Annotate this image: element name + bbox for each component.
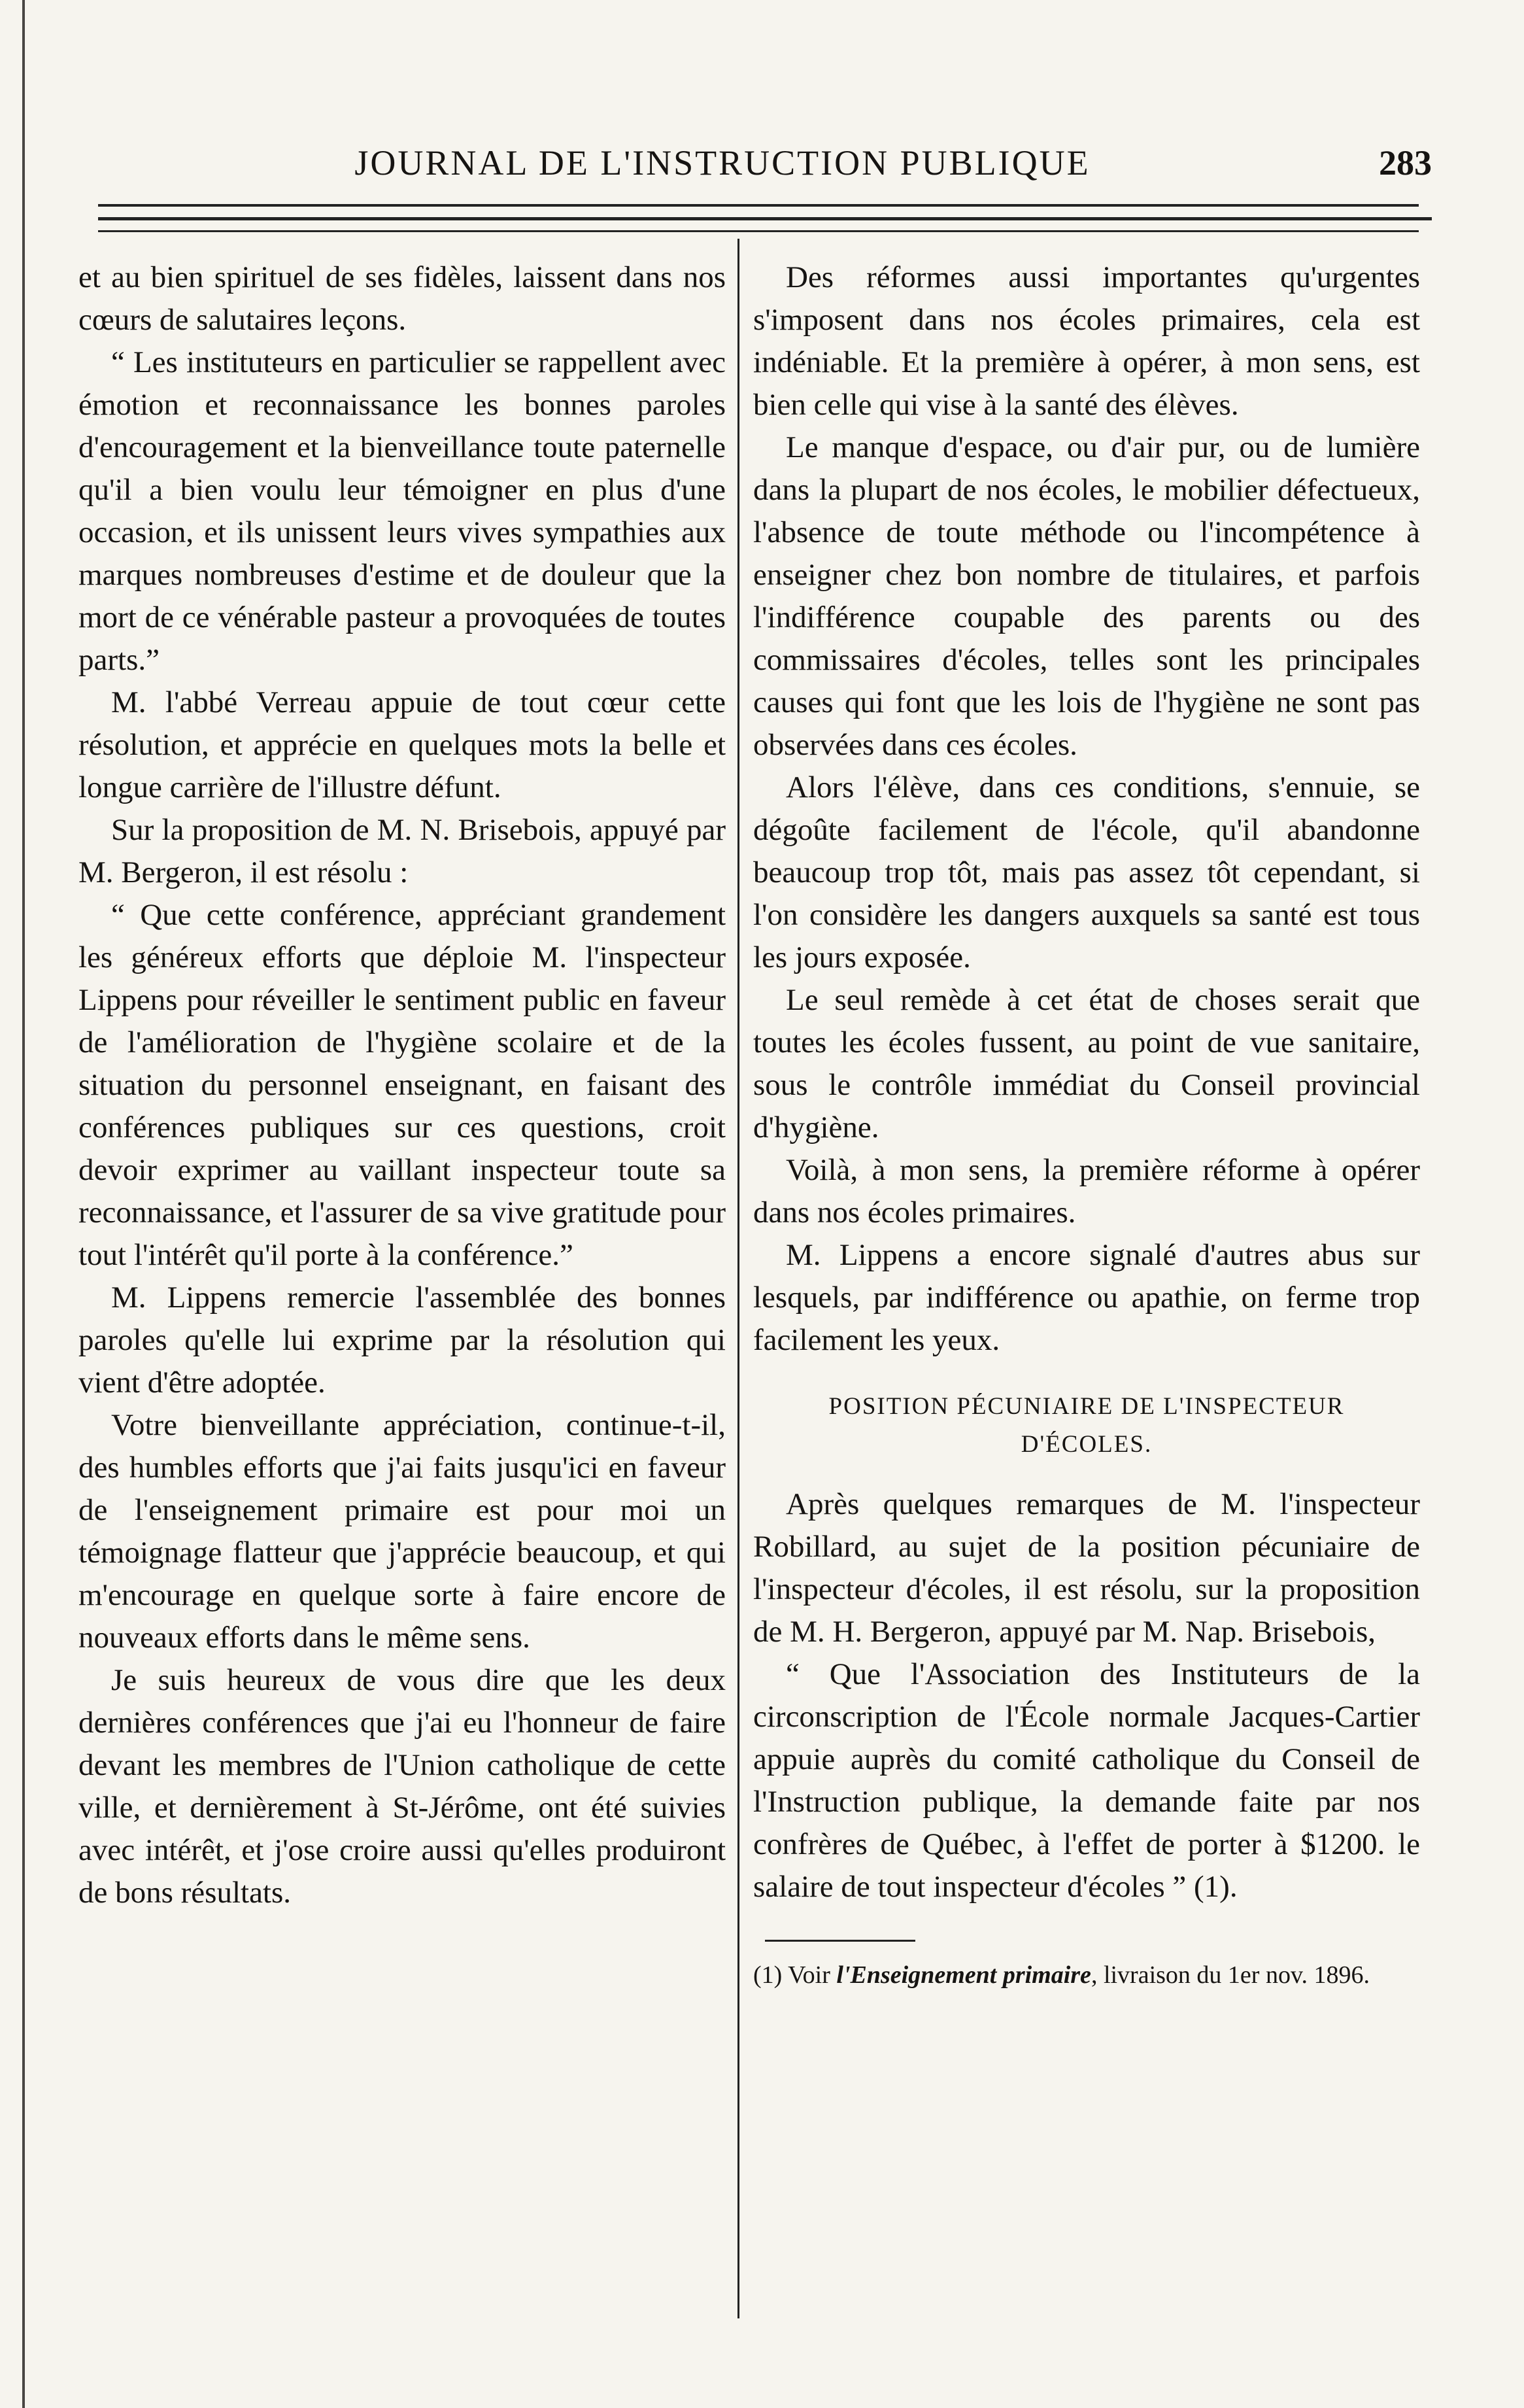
section-heading-line: D'ÉCOLES. <box>1021 1431 1153 1458</box>
running-title: JOURNAL DE L'INSTRUCTION PUBLIQUE <box>354 143 1091 182</box>
footnote-title: l'Enseignement primaire <box>836 1961 1091 1989</box>
paragraph: Votre bienveillante appréciation, continue-t-il, des humbles efforts que j'ai faits jusqu'ici en faveur de l'enseignement primaire est pour moi un témoignage flatteur que j'apprécie beaucoup, et qui m'encourage en quelque sorte à faire encore de nouveaux efforts dans le même sens. <box>78 1408 726 1655</box>
paragraph: M. Lippens remercie l'assemblée des bonnes paroles qu'elle lui exprime par la résolution qui vient d'être adoptée. <box>78 1281 726 1400</box>
paragraph: Le manque d'espace, ou d'air pur, ou de lumière dans la plupart de nos écoles, le mobilier défectueux, l'absence de toute méthode ou l'incompétence à enseigner chez bon nombre de titulaires, et parfois l'indifférence coupable des parents ou des commissaires d'écoles, telles sont les principales causes qui font que les lois de l'hygiène ne sont pas observées dans ces écoles. <box>753 430 1420 762</box>
paragraph: Des réformes aussi importantes qu'urgentes s'imposent dans nos écoles primaires, cela est indéniable. Et la première à opérer, à mon sens, est bien celle qui vise à la santé des élèves. <box>753 260 1420 422</box>
left-column <box>78 256 726 1914</box>
paragraph: Après quelques remarques de M. l'inspecteur Robillard, au sujet de la position pécuniaire de l'inspecteur d'écoles, il est résolu, sur la proposition de M. H. Bergeron, appuyé par M. Nap. Brisebois, <box>753 1487 1420 1649</box>
header-rule-middle <box>98 217 1432 220</box>
paragraph: M. l'abbé Verreau appuie de tout cœur cette résolution, et apprécie en quelques mots la belle et longue carrière de l'illustre défunt. <box>78 685 726 804</box>
section-heading <box>753 1388 1420 1464</box>
paragraph: Voilà, à mon sens, la première réforme à opérer dans nos écoles primaires. <box>753 1153 1420 1230</box>
paragraph: “ Que cette conférence, appréciant grandement les généreux efforts que déploie M. l'inspecteur Lippens pour réveiller le sentiment public en faveur de l'amélioration de l'hygiène scolaire et de la situation du personnel enseignant, en faisant des conférences publiques sur ces questions, croit devoir exprimer au vaillant inspecteur toute sa reconnaissance, et l'assurer de sa vive gratitude pour tout l'intérêt qu'il porte à la conférence.” <box>78 898 726 1272</box>
paragraph: Sur la proposition de M. N. Brisebois, appuyé par M. Bergeron, il est résolu : <box>78 813 726 889</box>
page-spine-edge <box>22 0 25 2408</box>
page-number: 283 <box>1379 143 1432 182</box>
section-heading-line: POSITION PÉCUNIAIRE DE L'INSPECTEUR <box>828 1393 1345 1420</box>
footnote-suffix: , livraison du 1er nov. 1896. <box>1091 1961 1370 1989</box>
paragraph: et au bien spirituel de ses fidèles, laissent dans nos cœurs de salutaires leçons. <box>78 260 726 337</box>
column-divider <box>737 239 739 2318</box>
paragraph: “ Que l'Association des Instituteurs de la circonscription de l'École normale Jacques-Cartier appuie auprès du comité catholique du Conseil de l'Instruction publique, la demande faite par nos confrères de Québec, à l'effet de porter à $1200. le salaire de tout inspecteur d'écoles ” (1). <box>753 1657 1420 1904</box>
footnote <box>753 1959 1420 1991</box>
page-header <box>92 143 1432 195</box>
paragraph: M. Lippens a encore signalé d'autres abus sur lesquels, par indifférence ou apathie, on ferme trop facilement les yeux. <box>753 1238 1420 1357</box>
paragraph: Le seul remède à cet état de choses serait que toutes les écoles fussent, au point de vue sanitaire, sous le contrôle immédiat du Conseil provincial d'hygiène. <box>753 983 1420 1144</box>
footnote-prefix: (1) Voir <box>753 1961 837 1989</box>
header-rule-bottom <box>98 230 1419 232</box>
paragraph: Alors l'élève, dans ces conditions, s'ennuie, se dégoûte facilement de l'école, qu'il abandonne beaucoup trop tôt, mais pas assez tôt cependant, si l'on considère les dangers auxquels sa santé est tous les jours exposée. <box>753 770 1420 974</box>
header-rule-top <box>98 204 1419 207</box>
paragraph: Je suis heureux de vous dire que les deux dernières conférences que j'ai eu l'honneur de faire devant les membres de l'Union catholique de cette ville, et dernièrement à St-Jérôme, ont été suivies avec intérêt, et j'ose croire aussi qu'elles produiront de bons résultats. <box>78 1663 726 1910</box>
footnote-rule <box>765 1940 915 1942</box>
right-column <box>753 256 1420 1991</box>
paragraph: “ Les instituteurs en particulier se rappellent avec émotion et reconnaissance les bonnes paroles d'encouragement et la bienveillance toute paternelle qu'il a bien voulu leur témoigner en plus d'une occasion, et ils unissent leurs vives sympathies aux marques nombreuses d'estime et de douleur que la mort de ce vénérable pasteur a provoquées de toutes parts.” <box>78 345 726 677</box>
